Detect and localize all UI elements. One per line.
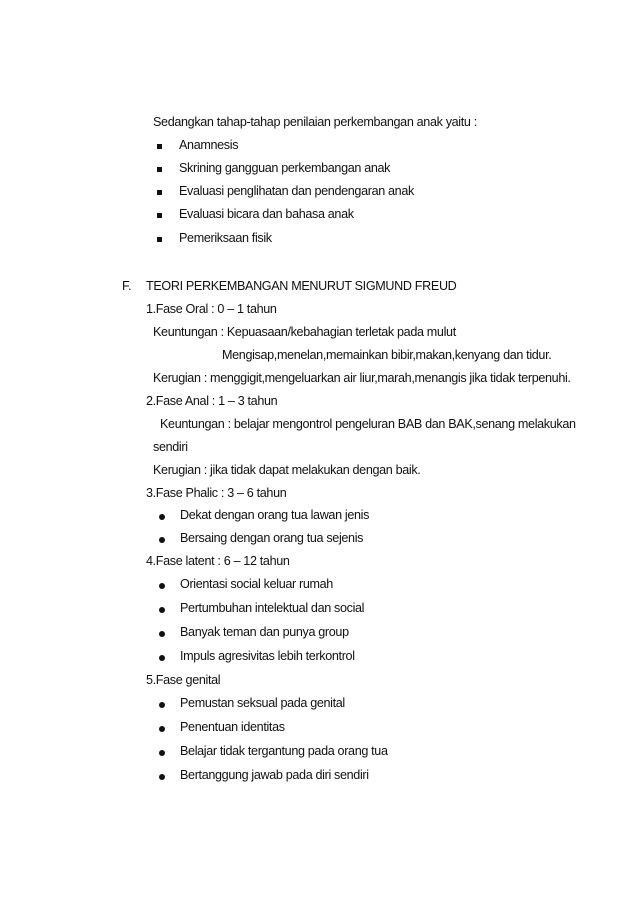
square-bullet-icon [157,144,162,149]
section-title: TEORI PERKEMBANGAN MENURUT SIGMUND FREUD [146,279,457,293]
intro-item: Pemeriksaan fisik [179,231,272,245]
round-bullet-icon [159,514,165,520]
square-bullet-icon [157,190,162,195]
genital-item: Belajar tidak tergantung pada orang tua [180,744,388,758]
anal-keuntungan-cont: sendiri [153,440,188,454]
oral-keuntungan-cont: Mengisap,menelan,memainkan bibir,makan,kenyang dan tidur. [222,348,552,362]
intro-text: Sedangkan tahap-tahap penilaian perkembangan anak yaitu : [153,115,477,129]
intro-item: Evaluasi penglihatan dan pendengaran anak [179,184,414,198]
latent-item: Pertumbuhan intelektual dan social [180,601,365,615]
oral-kerugian: Kerugian : menggigit,mengeluarkan air liur,marah,menangis jika tidak terpenuhi. [153,371,571,385]
round-bullet-icon [159,774,165,780]
round-bullet-icon [159,726,165,732]
phase-heading-phalic: 3.Fase Phalic : 3 – 6 tahun [146,486,287,500]
genital-item: Penentuan identitas [180,720,285,734]
intro-item: Evaluasi bicara dan bahasa anak [179,207,354,221]
phalic-item: Bersaing dengan orang tua sejenis [180,531,364,545]
phase-heading-genital: 5.Fase genital [146,673,221,687]
square-bullet-icon [157,213,162,218]
intro-item: Skrining gangguan perkembangan anak [179,161,391,175]
latent-item: Banyak teman dan punya group [180,625,349,639]
round-bullet-icon [159,750,165,756]
anal-keuntungan: Keuntungan : belajar mengontrol pengeluran BAB dan BAK,senang melakukan [160,417,576,431]
genital-item: Bertanggung jawab pada diri sendiri [180,768,369,782]
round-bullet-icon [159,631,165,637]
latent-item: Impuls agresivitas lebih terkontrol [180,649,355,663]
section-letter: F. [122,279,132,293]
round-bullet-icon [159,583,165,589]
round-bullet-icon [159,655,165,661]
round-bullet-icon [159,607,165,613]
phase-heading-oral: 1.Fase Oral : 0 – 1 tahun [146,302,277,316]
round-bullet-icon [159,702,165,708]
genital-item: Pemustan seksual pada genital [180,696,345,710]
round-bullet-icon [159,537,165,543]
oral-keuntungan: Keuntungan : Kepuasaan/kebahagian terletak pada mulut [153,325,456,339]
phase-heading-anal: 2.Fase Anal : 1 – 3 tahun [146,394,278,408]
square-bullet-icon [157,167,162,172]
intro-item: Anamnesis [179,138,239,152]
anal-kerugian: Kerugian : jika tidak dapat melakukan dengan baik. [153,463,421,477]
phase-heading-latent: 4.Fase latent : 6 – 12 tahun [146,554,290,568]
phalic-item: Dekat dengan orang tua lawan jenis [180,508,370,522]
square-bullet-icon [157,237,162,242]
latent-item: Orientasi social keluar rumah [180,577,333,591]
